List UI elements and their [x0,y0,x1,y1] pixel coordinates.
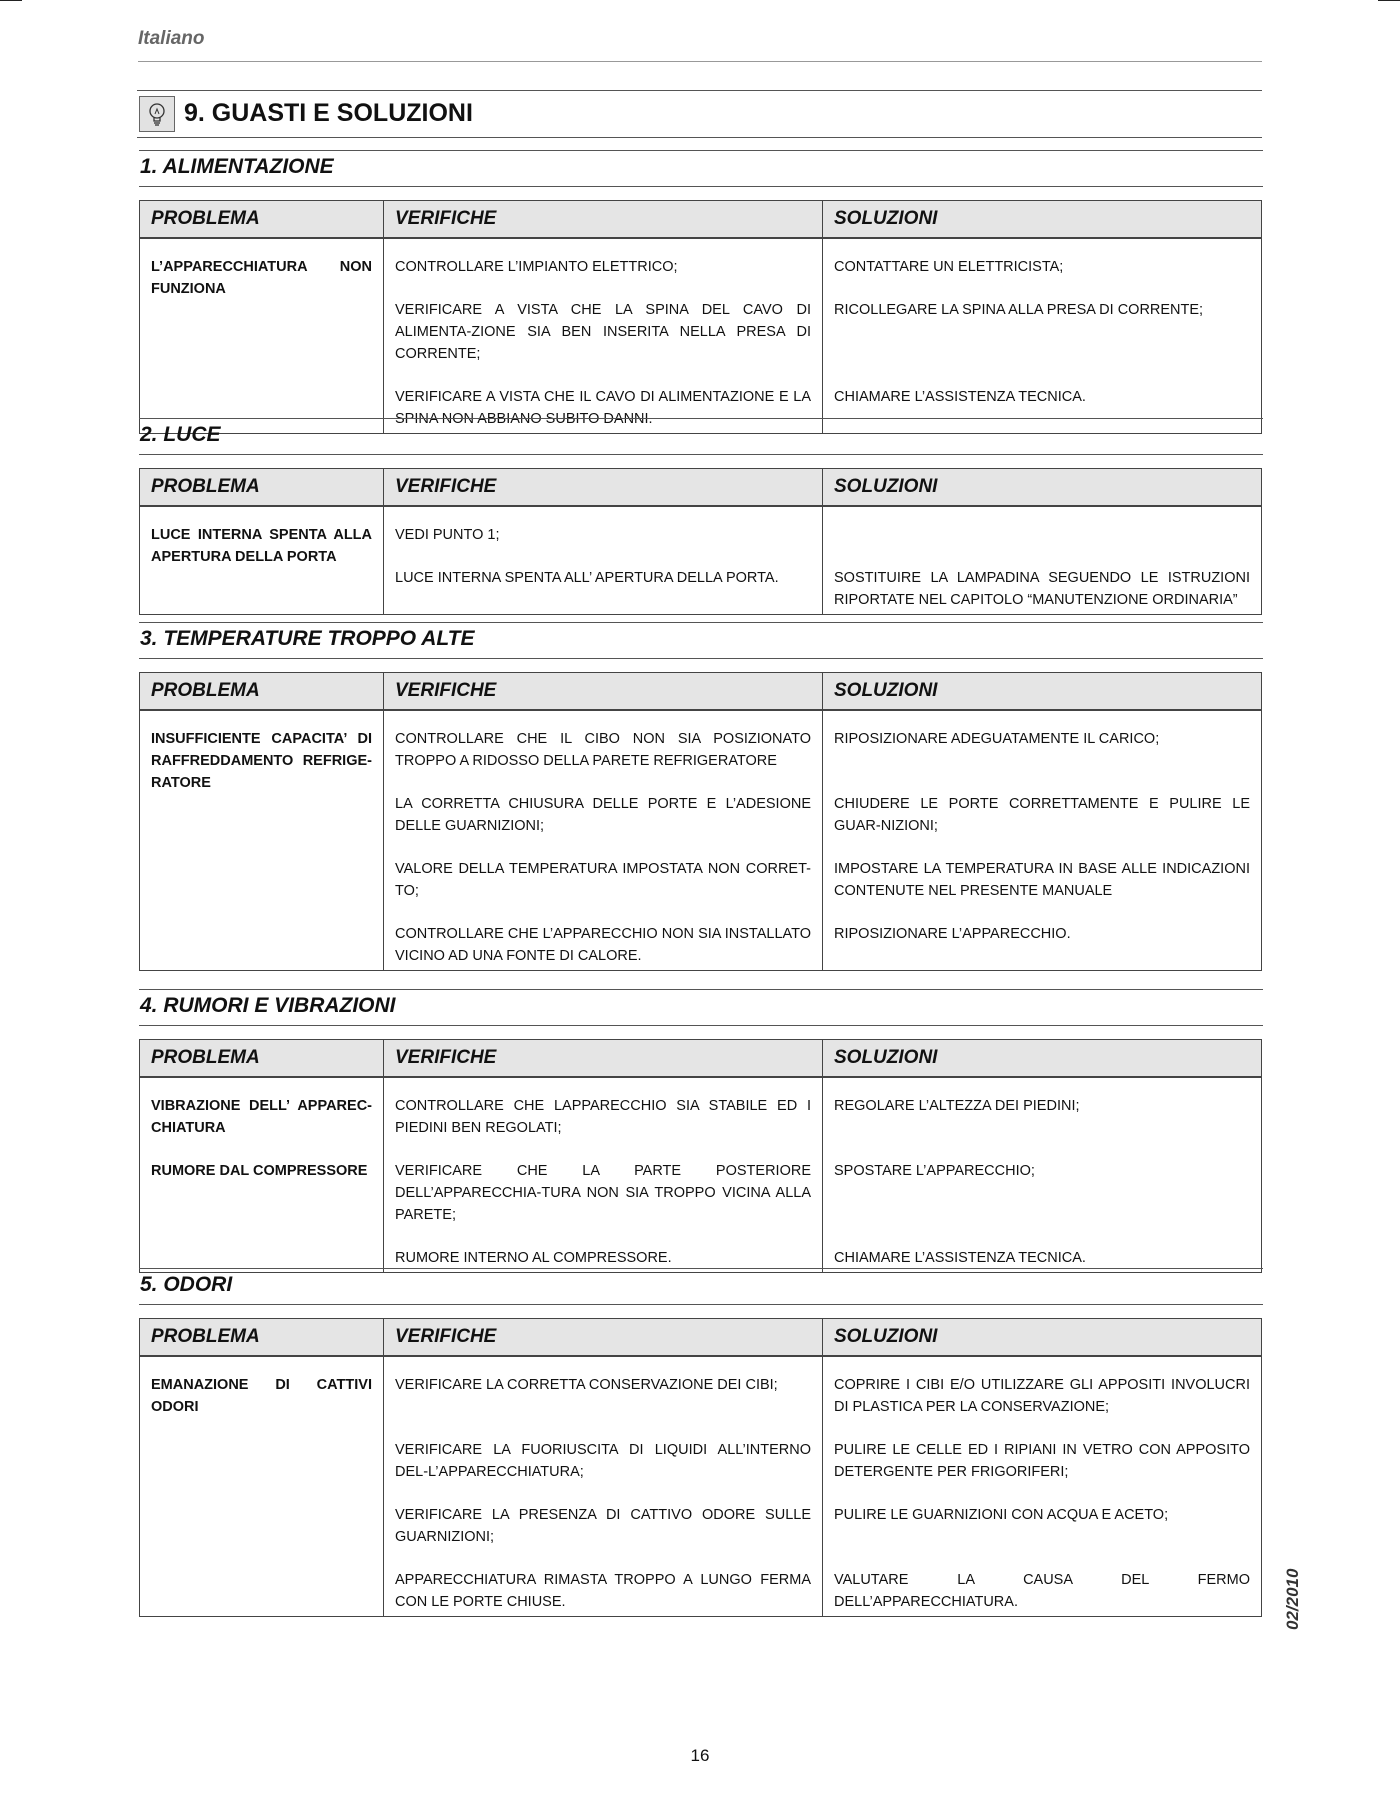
column-header-solutions: SOLUZIONI [823,673,1262,711]
table-row [140,238,1262,434]
check-item: LA CORRETTA CHIUSURA DELLE PORTE E L’ADESIONE DELLE GUARNIZIONI; [395,796,811,834]
column-header-solutions: SOLUZIONI [823,1040,1262,1078]
header-divider [138,61,1262,62]
checks-cell [384,506,823,615]
table-row [140,1077,1262,1273]
problem-cell [140,1356,384,1617]
check-item: CONTROLLARE CHE L’APPARECCHIO NON SIA INSTALLATO VICINO AD UNA FONTE DI CALORE. [395,926,811,964]
column-header-checks: VERIFICHE [384,673,823,711]
section-header [139,150,1263,187]
column-header-checks: VERIFICHE [384,1040,823,1078]
column-header-solutions: SOLUZIONI [823,1319,1262,1357]
crop-mark [0,0,22,1]
troubleshooting-table [139,200,1262,434]
problem-text: EMANAZIONE DI CATTIVI ODORI [151,1377,372,1415]
problem-text: LUCE INTERNA SPENTA ALLA APERTURA DELLA PORTA [151,527,372,565]
section [139,418,1263,608]
solution-item [834,524,1250,546]
solution-item: CONTATTARE UN ELETTRICISTA; [834,259,1064,275]
troubleshooting-table [139,468,1262,615]
section [139,150,1263,427]
solution-item: PULIRE LE CELLE ED I RIPIANI IN VETRO CON APPOSITO DETERGENTE PER FRIGORIFERI; [834,1442,1250,1480]
solution-item: IMPOSTARE LA TEMPERATURA IN BASE ALLE INDICAZIONI CONTENUTE NEL PRESENTE MANUALE [834,861,1250,899]
table-row [140,506,1262,615]
solutions-cell [823,238,1262,434]
problem-cell [140,506,384,615]
column-header-solutions: SOLUZIONI [823,469,1262,507]
checks-cell [384,1356,823,1617]
section-header [139,989,1263,1026]
section-title: 4. RUMORI E VIBRAZIONI [140,994,396,1017]
side-date: 02/2010 [1283,1568,1302,1630]
problem-cell [140,710,384,971]
solution-item: CHIUDERE LE PORTE CORRETTAMENTE E PULIRE LE GUAR-NIZIONI; [834,796,1250,834]
solution-item: COPRIRE I CIBI E/O UTILIZZARE GLI APPOSITI INVOLUCRI DI PLASTICA PER LA CONSERVAZIONE; [834,1377,1250,1415]
column-header-problem: PROBLEMA [140,673,384,711]
section-title: 5. ODORI [140,1273,233,1296]
checks-cell [384,1077,823,1273]
solution-item: RIPOSIZIONARE ADEGUATAMENTE IL CARICO; [834,731,1160,747]
check-item: CONTROLLARE L’IMPIANTO ELETTRICO; [395,259,678,275]
check-item: LUCE INTERNA SPENTA ALL’ APERTURA DELLA PORTA. [395,570,779,586]
check-item: VERIFICARE CHE LA PARTE POSTERIORE DELL’APPARECCHIA-TURA NON SIA TROPPO VICINA ALLA PARETE; [395,1163,811,1223]
check-item: CONTROLLARE CHE IL CIBO NON SIA POSIZIONATO TROPPO A RIDOSSO DELLA PARETE REFRIGERATORE [395,731,811,769]
troubleshooting-table [139,1039,1262,1273]
check-item: VERIFICARE LA CORRETTA CONSERVAZIONE DEI CIBI; [395,1377,778,1393]
table-row [140,1356,1262,1617]
column-header-checks: VERIFICHE [384,469,823,507]
column-header-problem: PROBLEMA [140,1040,384,1078]
check-item: VEDI PUNTO 1; [395,527,500,543]
solution-item: VALUTARE LA CAUSA DEL FERMO DELL’APPARECCHIATURA. [834,1572,1250,1610]
column-header-checks: VERIFICHE [384,201,823,239]
section-header [139,622,1263,659]
checks-cell [384,710,823,971]
column-header-checks: VERIFICHE [384,1319,823,1357]
section-title: 1. ALIMENTAZIONE [140,155,334,178]
column-header-problem: PROBLEMA [140,1319,384,1357]
table-row [140,710,1262,971]
solutions-cell [823,1356,1262,1617]
chapter-title: 9. GUASTI E SOLUZIONI [184,99,473,127]
page-number: 16 [690,1746,710,1765]
solution-item: RICOLLEGARE LA SPINA ALLA PRESA DI CORRENTE; [834,302,1204,318]
check-item: VERIFICARE A VISTA CHE IL CAVO DI ALIMENTAZIONE E LA SPINA NON ABBIANO SUBITO DANNI. [395,389,811,427]
check-item: RUMORE INTERNO AL COMPRESSORE. [395,1250,672,1266]
solution-item: PULIRE LE GUARNIZIONI CON ACQUA E ACETO; [834,1507,1169,1523]
troubleshooting-table [139,1318,1262,1617]
solutions-cell [823,506,1262,615]
troubleshooting-table [139,672,1262,971]
section [139,1268,1263,1610]
section [139,622,1263,964]
language-label: Italiano [138,28,205,49]
solution-item: RIPOSIZIONARE L’APPARECCHIO. [834,926,1071,942]
section-header [139,418,1263,455]
section-title: 3. TEMPERATURE TROPPO ALTE [140,627,475,650]
solution-item: REGOLARE L’ALTEZZA DEI PIEDINI; [834,1098,1080,1114]
column-header-problem: PROBLEMA [140,469,384,507]
problem-text: INSUFFICIENTE CAPACITA’ DI RAFFREDDAMENTO REFRIGE-RATORE [151,731,372,791]
check-item: CONTROLLARE CHE LAPPARECCHIO SIA STABILE ED I PIEDINI BEN REGOLATI; [395,1098,811,1136]
solutions-cell [823,710,1262,971]
check-item: VALORE DELLA TEMPERATURA IMPOSTATA NON CORRET-TO; [395,861,811,899]
check-item: VERIFICARE A VISTA CHE LA SPINA DEL CAVO DI ALIMENTA-ZIONE SIA BEN INSERITA NELLA PRESA DI CORRENTE; [395,302,811,362]
column-header-solutions: SOLUZIONI [823,201,1262,239]
solutions-cell [823,1077,1262,1273]
column-header-problem: PROBLEMA [140,201,384,239]
check-item: APPARECCHIATURA RIMASTA TROPPO A LUNGO FERMA CON LE PORTE CHIUSE. [395,1572,811,1610]
problem-text: RUMORE DAL COMPRESSORE [151,1163,368,1179]
solution-item: SOSTITUIRE LA LAMPADINA SEGUENDO LE ISTRUZIONI RIPORTATE NEL CAPITOLO “MANUTENZIONE ORDINARIA” [834,570,1250,608]
problem-text: VIBRAZIONE DELL’ APPAREC-CHIATURA [151,1098,372,1136]
solution-item: CHIAMARE L’ASSISTENZA TECNICA. [834,389,1086,405]
solution-item: SPOSTARE L’APPARECCHIO; [834,1163,1035,1179]
chapter-title-bar [137,90,1262,138]
problem-cell [140,238,384,434]
crop-mark [1378,0,1400,1]
solution-item: CHIAMARE L’ASSISTENZA TECNICA. [834,1250,1086,1266]
check-item: VERIFICARE LA PRESENZA DI CATTIVO ODORE SULLE GUARNIZIONI; [395,1507,811,1545]
section-header [139,1268,1263,1305]
section-title: 2. LUCE [140,423,221,446]
problem-cell [140,1077,384,1273]
lightbulb-icon [139,96,175,132]
checks-cell [384,238,823,434]
check-item: VERIFICARE LA FUORIUSCITA DI LIQUIDI ALL’INTERNO DEL-L’APPARECCHIATURA; [395,1442,811,1480]
section [139,989,1263,1266]
problem-text: L’APPARECCHIATURA NON FUNZIONA [151,259,372,297]
